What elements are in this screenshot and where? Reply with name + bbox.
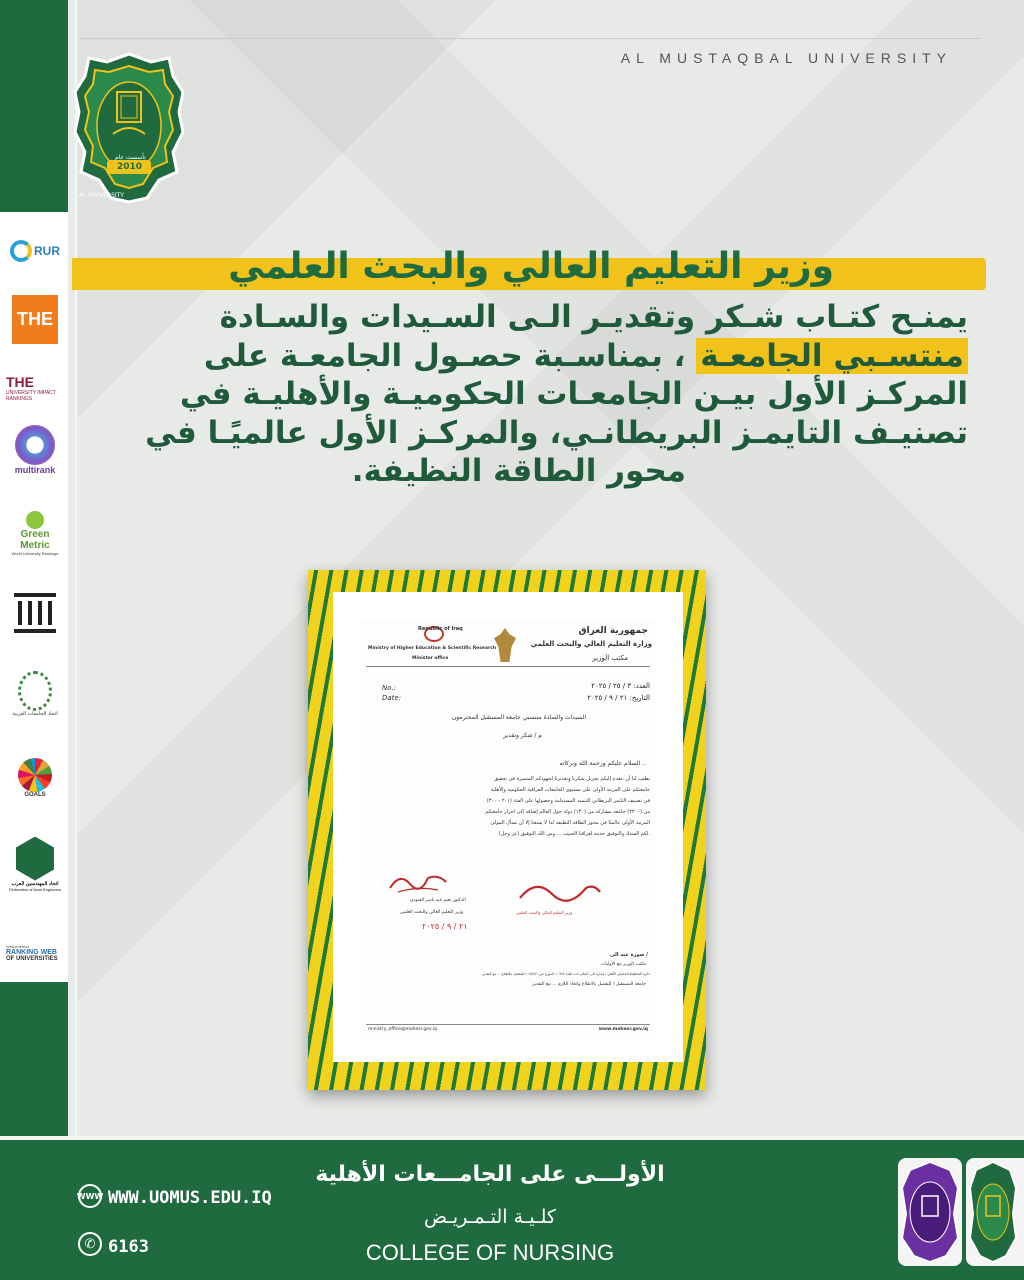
letter-header-en-1: Republic of Iraq	[418, 626, 463, 632]
webometrics-logo: Webometrics RANKING WEB OF UNIVERSITIES	[6, 944, 58, 962]
headline-line-2	[80, 337, 968, 376]
letter-header-en-2: Ministry of Higher Education & Scientific Research	[368, 646, 497, 651]
letter-greeting: السلام عليكم ورحمة الله وبركاته ..	[559, 760, 646, 767]
headline-line-4: تصنيـف التايمـز البريطانـي، والمركـز الأول عالميًـا في	[145, 414, 968, 451]
arab-universities-logo: اتحاد الجامعات العربية	[6, 658, 64, 730]
letter-header-en-3: Minister office	[412, 656, 449, 661]
greenmetric-icon	[26, 511, 44, 529]
letter-footer-divider	[366, 1024, 650, 1025]
sdg-wheel-icon	[18, 758, 52, 792]
headline-line-2-rest: ، بمناسـبة حصـول الجامعـة على	[203, 337, 686, 374]
thank-you-letter	[360, 620, 656, 1040]
headline-line-1: يمنـح كتـاب شـكر وتقديـر الـى السـيدات والسـادة	[219, 299, 968, 335]
footer-website[interactable]: WWW.UOMUS.EDU.IQ	[108, 1188, 272, 1208]
red-signature	[388, 868, 448, 896]
letter-header-ar-1: جمهورية العراق	[578, 626, 648, 636]
letter-no-label: No.:	[382, 684, 397, 692]
letter-header-divider	[366, 666, 650, 667]
footer-college-ar: كلـيـة التـمـريـض	[424, 1206, 556, 1228]
letter-date-label: Date:	[382, 694, 402, 702]
letter-copy-head: صورة عنه الى /	[610, 952, 648, 958]
letter-date-value: التاريخ: ٢١ / ٩ / ٢٠٢٥	[587, 694, 650, 702]
arab-engineers-logo: اتحاد المهندسين العرب Federation of Arab Engineers	[6, 822, 64, 906]
the-logo: THE	[6, 284, 64, 354]
headline-line-3: المركـز الأول بيـن الجامعـات الحكوميـة والأهليـة في	[179, 376, 968, 412]
logo-founded-label: تأسست عام	[115, 154, 146, 161]
letter-copy-1: مكتب الوزير مع الأوليات	[601, 962, 646, 967]
stamp-title: وزير التعليم العالي والبحث العلمي	[516, 910, 573, 915]
the-impact-logo: THE UNIVERSITY IMPACT RANKINGS	[6, 374, 56, 402]
letter-signature-date: ٢١ / ٩ / ٢٠٢٥	[422, 922, 468, 931]
logo-ring-text: AL UNIVERSITY	[79, 192, 124, 199]
top-divider-line	[80, 38, 980, 39]
multirank-logo: multirank	[6, 420, 64, 480]
footer-phone[interactable]: 6163	[108, 1237, 149, 1257]
university-name: AL MUSTAQBAL UNIVERSITY	[620, 50, 952, 66]
headline-line-5: محور الطاقة النظيفة.	[351, 453, 686, 489]
university-footer-logo	[966, 1158, 1024, 1266]
letter-email: ministry_office@mohesr.gov.iq	[368, 1027, 437, 1032]
iraq-eagle-emblem	[494, 628, 516, 662]
headline-body	[80, 298, 968, 491]
institution-icon	[6, 588, 64, 638]
rankings-panel	[0, 212, 68, 982]
minister-stamp	[516, 876, 602, 916]
sdg-logo: GOALS	[6, 742, 64, 814]
laurel-icon	[18, 671, 52, 711]
letter-header-ar-2: وزارة التعليم العالي والبحث العلمي	[530, 640, 652, 648]
letter-recipient: السيدات والسادة منتسبي جامعة المستقبل المحترمون	[451, 714, 586, 721]
letter-body-5: المرتبة الأولى عالميًا في محور الطاقة النظيفة لذا لا يسعنا إلا أن نسأل المولى	[490, 820, 650, 826]
letter-signatory-name: الدكتور نعيم عبد ياسر العبودي	[410, 898, 466, 903]
footer-college-en: COLLEGE OF NURSING	[365, 1240, 615, 1265]
phone-icon: ✆	[78, 1232, 102, 1256]
letter-header-ar-3: مكتب الوزير	[592, 654, 628, 662]
letter-body-1: يطيب لنا أن نتقدم إليكم بجزيل شكرنا وتقديرنا لجهودكم المتميزة في تحقيق	[494, 776, 650, 782]
highlighted-members: منتسـبي الجامعـة	[696, 338, 968, 374]
letter-signatory-title: وزير التعليم العالي والبحث العلمي	[400, 910, 464, 915]
university-logo	[73, 52, 185, 208]
letter-copy-2: دائرة التخطيط الجامعي الأهلي / إشارة الى كتابكم ذات العدد ١٠٩٢٧ المؤرخ في ٢٠٢٥/٩/١ للتفضل بالاطلاع ... مع التقدير	[482, 972, 650, 976]
web-icon: WWW	[78, 1184, 102, 1208]
rur-icon	[10, 240, 32, 262]
letter-website: www.mohesr.gov.iq	[598, 1027, 648, 1032]
letter-body-6: (عز وجل) لكم السداد والتوفيق خدمة لعراقنا الحبيب ... ومن الله التوفيق.	[498, 831, 650, 837]
headline-title: وزير التعليم العالي والبحث العلمي	[228, 246, 834, 287]
building-icon	[12, 591, 58, 635]
letter-body-2: جامعتكم على المرتبة الأولى على مستوى الجامعات العراقية الحكومية والأهلية	[490, 787, 650, 793]
letter-body-4: من (٢٣٠٠) جامعة مشاركة من (١٣٠) دولة حول العالم إضافة إلى احراز جامعتكم	[485, 809, 650, 815]
letter-copy-3: جامعة المستقبل / للتفضل بالاطلاع واتخاذ اللازم ... مع التقدير	[532, 982, 646, 987]
greenmetric-logo: Green Metric World University Rankings	[6, 498, 64, 568]
logo-year: 2010	[117, 162, 143, 172]
rur-logo: RUR	[6, 226, 64, 276]
emblem-icon	[16, 837, 54, 881]
nursing-college-logo	[898, 1158, 962, 1266]
letter-body-3: في تصنيف التايمز البريطاني للتنمية المستدامة وحصولها على الفئة (٢٠١ - ٣٠٠)	[486, 798, 650, 804]
letter-no-value: العدد: ٣ / ٢٥ / ٢٠٢٥	[591, 682, 650, 690]
multirank-icon	[15, 425, 55, 465]
footer-tagline: الأولـــى على الجامـــعات الأهلية	[315, 1162, 665, 1187]
letter-subject: م / شكر وتقدير	[503, 732, 542, 739]
